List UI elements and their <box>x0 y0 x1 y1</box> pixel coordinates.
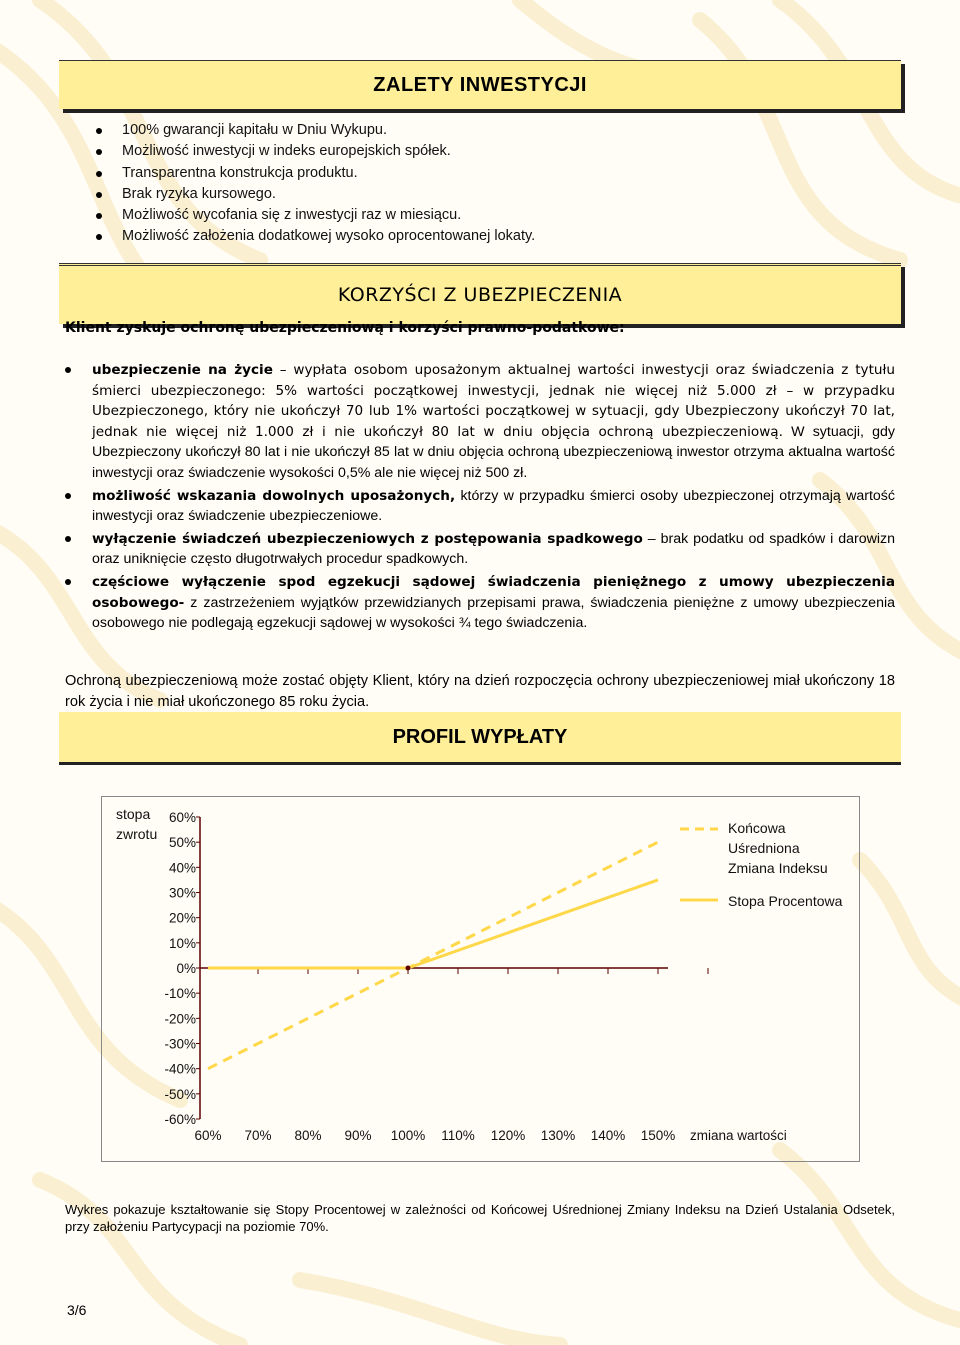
list-item <box>65 486 895 527</box>
bullet-icon <box>96 149 102 155</box>
list-item-text: 100% gwarancji kapitału w Dniu Wykupu. <box>122 122 388 138</box>
section-banner-benefits <box>59 263 901 324</box>
benefits-intro: Klient zyskuje ochronę ubezpieczeniową i korzyści prawno-podatkowe: <box>65 320 625 336</box>
list-item <box>96 205 535 226</box>
benefit-heading: ubezpieczenie na życie <box>92 362 273 378</box>
legend-label-index-change: Końcowa <box>728 820 786 836</box>
section-title-payout: PROFIL WYPŁATY <box>392 726 568 748</box>
y-tick-label: -30% <box>164 1036 196 1052</box>
x-tick-label: 120% <box>490 1128 526 1143</box>
bullet-icon <box>96 234 102 240</box>
list-item <box>96 184 535 205</box>
bullet-icon <box>96 192 102 198</box>
y-tick-label: -50% <box>164 1086 196 1102</box>
x-tick-label: 60% <box>194 1128 222 1143</box>
benefit-text: – brak podatku od spadków i darowizn oraz uniknięcie często długotrwałych procedur spadkowych. <box>92 530 895 568</box>
bullet-icon <box>96 128 102 134</box>
x-tick-label: 80% <box>294 1128 322 1143</box>
y-axis-label: stopa <box>116 806 151 822</box>
series-point <box>406 966 411 971</box>
benefits-list <box>65 360 895 636</box>
legend-label-interest-rate: Stopa Procentowa <box>728 893 843 909</box>
benefit-text: którzy w przypadku śmierci osoby ubezpieczonej otrzymają wartość inwestycji oraz świadczenie ubezpieczeniowe. <box>92 487 895 525</box>
payout-chart <box>101 796 860 1162</box>
y-tick-label: 20% <box>168 910 196 926</box>
x-axis-label: zmiana wartości <box>690 1128 787 1143</box>
advantages-list <box>96 120 535 248</box>
x-tick-label: 130% <box>540 1128 576 1143</box>
y-tick-label: 60% <box>168 810 196 825</box>
y-tick-label: 50% <box>168 835 196 851</box>
legend-label-index-change: Zmiana Indeksu <box>728 860 828 876</box>
benefit-text: z zastrzeżeniem wyjątków przewidzianych przepisami prawa, świadczenia pieniężne z umowy ubezpieczenia osobowego nie podlegają egzekucji sądowej w wysokości ¾ tego świadczenia. <box>92 594 895 632</box>
section-title-advantages: ZALETY INWESTYCJI <box>373 74 587 96</box>
y-axis-label: zwrotu <box>116 826 158 842</box>
list-item-text: Brak ryzyka kursowego. <box>122 185 276 202</box>
legend-label-index-change: Uśredniona <box>728 840 800 856</box>
list-item <box>96 141 535 162</box>
benefit-text: – wypłata osobom uposażonym aktualnej wartości inwestycji oraz świadczenia z tytułu śmierci ubezpieczonego: 5% wartości początkowej inwestycji, jednak nie więcej niż 5.000 zł – w przypadku Ubezpieczonego, który nie ukończył 70 lub 1% wartości początkowej w sytuacji, gdy Ubezpieczony ukończył 70 lat, jednak nie więcej niż 1.000 zł i nie ukończył 80 lat w dniu objęcia ochroną ubezpieczeniową. <box>92 362 895 440</box>
bullet-icon <box>65 536 71 542</box>
x-tick-label: 150% <box>640 1128 676 1143</box>
list-item <box>65 572 895 634</box>
bullet-icon <box>96 171 102 177</box>
benefit-text: W sytuacji, gdy Ubezpieczony ukończył 80 lat i nie ukończył 85 lat w dniu objęcia ochroną ubezpieczeniową inwestor otrzyma aktualna wartość inwestycji oraz świadczenie wysokości 0,5% ale nie więcej niż 500 zł. <box>92 423 895 481</box>
list-item <box>96 163 535 184</box>
list-item <box>96 120 535 141</box>
list-item <box>65 360 895 484</box>
series-line-index-change <box>208 842 658 1068</box>
list-item-text: Transparentna konstrukcja produktu. <box>122 164 358 181</box>
x-tick-label: 100% <box>390 1128 426 1143</box>
bullet-icon <box>65 493 71 499</box>
x-tick-label: 70% <box>244 1128 272 1143</box>
series-line-interest-rate <box>208 880 658 968</box>
bullet-icon <box>65 367 71 373</box>
list-item-text: Możliwość założenia dodatkowej wysoko oprocentowanej lokaty. <box>122 228 536 245</box>
y-tick-label: -10% <box>164 986 196 1002</box>
list-item <box>96 226 535 247</box>
list-item-text: Możliwość inwestycji w indeks europejskich spółek. <box>122 143 451 160</box>
section-banner-advantages <box>59 60 901 109</box>
y-tick-label: 30% <box>168 885 196 901</box>
section-title-benefits: KORZYŚCI Z UBEZPIECZENIA <box>337 284 623 306</box>
y-tick-label: 40% <box>168 860 196 876</box>
bullet-icon <box>65 579 71 585</box>
list-item-text: Możliwość wycofania się z inwestycji raz w miesiącu. <box>122 207 462 224</box>
eligibility-note: Ochroną ubezpieczeniową może zostać objęty Klient, który na dzień rozpoczęcia ochrony ubezpieczeniowej miał ukończony 18 rok życia i nie miał ukończonego 85 roku życia. <box>65 673 895 710</box>
benefit-heading: możliwość wskazania dowolnych uposażonych, <box>92 487 456 504</box>
benefit-heading: częściowe wyłączenie spod egzekucji sądowej świadczenia pieniężnego z umowy ubezpieczenia osobowego- <box>92 573 895 611</box>
payout-chart-svg <box>102 797 859 1161</box>
page-number: 3/6 <box>67 1302 87 1318</box>
x-tick-label: 140% <box>590 1128 626 1143</box>
y-tick-label: -20% <box>164 1011 196 1027</box>
y-tick-label: -60% <box>164 1112 196 1127</box>
x-tick-label: 110% <box>441 1128 475 1143</box>
y-tick-label: 10% <box>168 935 196 951</box>
bullet-icon <box>96 213 102 219</box>
chart-caption: Wykres pokazuje kształtowanie się Stopy Procentowej w zależności od Końcowej Uśrednionej Zmiany Indeksu na Dzień Ustalania Odsetek, przy założeniu Partycypacji na poziomie 70%. <box>65 1202 895 1234</box>
benefit-heading: wyłączenie świadczeń ubezpieczeniowych z postępowania spadkowego <box>92 530 643 547</box>
x-tick-label: 90% <box>344 1128 372 1143</box>
section-banner-payout <box>59 712 901 762</box>
list-item <box>65 529 895 570</box>
y-tick-label: 0% <box>176 961 196 976</box>
y-tick-label: -40% <box>164 1061 196 1077</box>
